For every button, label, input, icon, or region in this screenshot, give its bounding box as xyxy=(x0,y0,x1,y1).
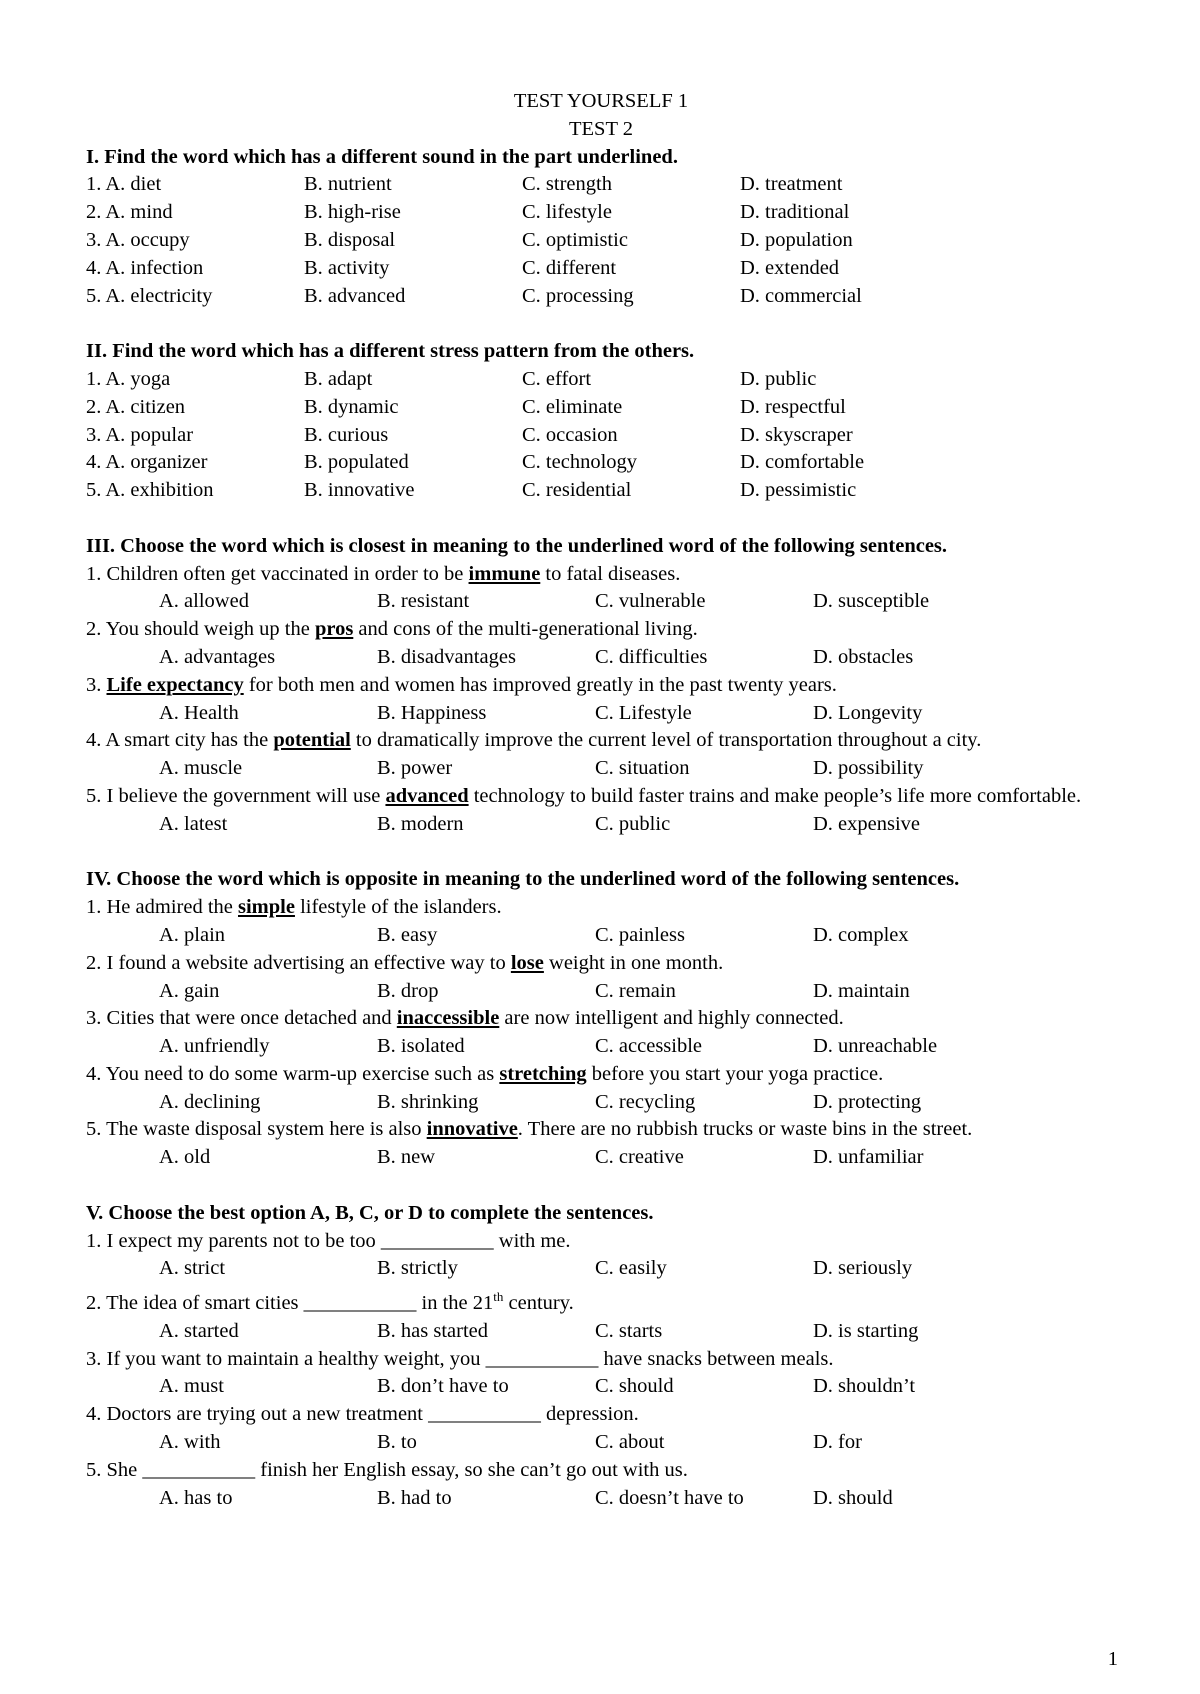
answer-option: C. starts xyxy=(595,1319,663,1342)
question-text xyxy=(86,616,1116,644)
answer-option: C. optimistic xyxy=(522,228,628,251)
answer-option: C. situation xyxy=(595,757,690,780)
answer-option: 1. A. diet xyxy=(86,173,162,196)
answer-option: C. processing xyxy=(522,284,634,307)
question-text xyxy=(86,894,1116,922)
question-prefix: 3. xyxy=(86,673,107,696)
answer-option: D. expensive xyxy=(813,812,921,835)
underlined-keyword: pros xyxy=(314,618,354,641)
question-prefix: 2. The idea of smart cities ___________ in the 21 xyxy=(86,1292,494,1315)
answer-option: A. gain xyxy=(159,979,220,1002)
answer-option: B. don’t have to xyxy=(377,1375,509,1398)
option-row xyxy=(86,644,1116,672)
answer-option: C. recycling xyxy=(595,1090,696,1113)
answer-option: D. comfortable xyxy=(740,451,865,474)
question-prefix: 1. Children often get vaccinated in order to be xyxy=(86,562,469,585)
option-row xyxy=(86,978,1116,1006)
option-row xyxy=(86,1318,1116,1346)
question-prefix: 4. A smart city has the xyxy=(86,729,274,752)
question-text xyxy=(86,1457,1116,1485)
answer-option: D. maintain xyxy=(813,979,910,1002)
answer-option: D. respectful xyxy=(740,395,846,418)
answer-option: D. seriously xyxy=(813,1257,913,1280)
underlined-keyword: simple xyxy=(238,896,295,919)
question-text xyxy=(86,1283,1116,1318)
question-text xyxy=(86,672,1116,700)
option-row xyxy=(86,1033,1116,1061)
question-suffix: and cons of the multi-generational living. xyxy=(353,618,698,641)
answer-option: D. unreachable xyxy=(813,1035,938,1058)
answer-option: C. occasion xyxy=(522,423,618,446)
answer-option: B. has started xyxy=(377,1319,489,1342)
option-row xyxy=(86,811,1116,839)
answer-row xyxy=(86,283,1116,311)
answer-option: D. extended xyxy=(740,256,840,279)
answer-option: A. Health xyxy=(159,701,239,724)
answer-option: 3. A. occupy xyxy=(86,228,190,251)
question-text xyxy=(86,1005,1116,1033)
question-text xyxy=(86,783,1116,811)
answer-option: D. complex xyxy=(813,923,909,946)
answer-option: A. has to xyxy=(159,1486,233,1509)
question-text xyxy=(86,561,1116,589)
answer-row xyxy=(86,171,1116,199)
underlined-keyword: inaccessible xyxy=(396,1007,500,1030)
answer-option: C. public xyxy=(595,812,671,835)
answer-option: D. pessimistic xyxy=(740,479,857,502)
answer-option: C. painless xyxy=(595,923,685,946)
answer-option: A. advantages xyxy=(159,645,276,668)
answer-option: A. allowed xyxy=(159,590,249,613)
answer-option: A. plain xyxy=(159,923,226,946)
option-row xyxy=(86,588,1116,616)
option-row xyxy=(86,1144,1116,1172)
answer-option: B. new xyxy=(377,1146,436,1169)
answer-option: 2. A. mind xyxy=(86,201,173,224)
answer-option: B. to xyxy=(377,1431,417,1454)
answer-option: C. doesn’t have to xyxy=(595,1486,744,1509)
option-row xyxy=(86,700,1116,728)
document-page xyxy=(86,88,1116,1512)
question-prefix: 3. If you want to maintain a healthy weight, you ___________ have snacks between meals. xyxy=(86,1347,834,1370)
answer-option: B. nutrient xyxy=(304,173,392,196)
question-suffix: technology to build faster trains and make people’s life more comfortable. xyxy=(468,784,1082,807)
page-title: TEST YOURSELF 1 xyxy=(513,90,689,112)
question-suffix: century. xyxy=(503,1292,574,1315)
answer-option: D. for xyxy=(813,1431,862,1454)
answer-row xyxy=(86,255,1116,283)
answer-option: 5. A. electricity xyxy=(86,284,213,307)
answer-option: B. disadvantages xyxy=(377,645,516,668)
section-title: IV. Choose the word which is opposite in meaning to the underlined word of the following sentences. xyxy=(86,868,960,891)
sections-container xyxy=(86,144,1116,1513)
section-title: III. Choose the word which is closest in meaning to the underlined word of the following sentences. xyxy=(86,534,948,557)
answer-option: C. accessible xyxy=(595,1035,703,1058)
answer-option: B. curious xyxy=(304,423,389,446)
question-text xyxy=(86,1346,1116,1374)
question-prefix: 2. I found a website advertising an effective way to xyxy=(86,951,511,974)
answer-option: B. power xyxy=(377,757,453,780)
option-row xyxy=(86,1373,1116,1401)
question-suffix: to fatal diseases. xyxy=(540,562,681,585)
option-row xyxy=(86,922,1116,950)
answer-option: B. isolated xyxy=(377,1035,465,1058)
underlined-keyword: immune xyxy=(468,562,541,585)
section-title: V. Choose the best option A, B, C, or D to complete the sentences. xyxy=(86,1201,654,1224)
answer-option: C. technology xyxy=(522,451,638,474)
answer-option: 4. A. organizer xyxy=(86,451,208,474)
answer-option: B. disposal xyxy=(304,228,396,251)
question-prefix: 4. You need to do some warm-up exercise such as xyxy=(86,1062,500,1085)
answer-option: A. with xyxy=(159,1431,221,1454)
section-title: II. Find the word which has a different stress pattern from the others. xyxy=(86,340,695,363)
answer-option: A. muscle xyxy=(159,757,243,780)
underlined-keyword: advanced xyxy=(385,784,469,807)
question-text xyxy=(86,727,1116,755)
answer-row xyxy=(86,227,1116,255)
answer-option: B. modern xyxy=(377,812,464,835)
question-suffix: before you start your yoga practice. xyxy=(586,1062,884,1085)
answer-option: 4. A. infection xyxy=(86,256,204,279)
underlined-keyword: potential xyxy=(273,729,351,752)
answer-option: C. easily xyxy=(595,1257,667,1280)
answer-option: B. high-rise xyxy=(304,201,401,224)
answer-option: D. traditional xyxy=(740,201,850,224)
answer-option: 5. A. exhibition xyxy=(86,479,214,502)
underlined-keyword: stretching xyxy=(499,1062,587,1085)
answer-option: 2. A. citizen xyxy=(86,395,186,418)
answer-option: A. unfriendly xyxy=(159,1035,270,1058)
question-prefix: 3. Cities that were once detached and xyxy=(86,1007,397,1030)
question-prefix: 1. I expect my parents not to be too ___________ with me. xyxy=(86,1229,571,1252)
answer-option: C. effort xyxy=(522,367,592,390)
answer-option: B. populated xyxy=(304,451,409,474)
question-prefix: 4. Doctors are trying out a new treatment ___________ depression. xyxy=(86,1403,639,1426)
answer-option: D. commercial xyxy=(740,284,862,307)
answer-option: A. strict xyxy=(159,1257,226,1280)
question-text xyxy=(86,1228,1116,1256)
answer-option: B. shrinking xyxy=(377,1090,479,1113)
answer-option: D. possibility xyxy=(813,757,924,780)
question-prefix: 5. She ___________ finish her English essay, so she can’t go out with us. xyxy=(86,1458,688,1481)
answer-option: C. Lifestyle xyxy=(595,701,692,724)
question-suffix: for both men and women has improved greatly in the past twenty years. xyxy=(243,673,837,696)
answer-option: D. is starting xyxy=(813,1319,919,1342)
answer-option: D. should xyxy=(813,1486,893,1509)
answer-option: B. resistant xyxy=(377,590,470,613)
answer-option: B. innovative xyxy=(304,479,415,502)
option-row xyxy=(86,1485,1116,1513)
answer-option: A. must xyxy=(159,1375,224,1398)
answer-row xyxy=(86,477,1116,505)
question-text xyxy=(86,1116,1116,1144)
answer-option: D. Longevity xyxy=(813,701,923,724)
answer-row xyxy=(86,199,1116,227)
answer-option: A. old xyxy=(159,1146,211,1169)
answer-option: D. susceptible xyxy=(813,590,930,613)
answer-option: B. advanced xyxy=(304,284,406,307)
question-suffix: . There are no rubbish trucks or waste bins in the street. xyxy=(517,1118,973,1141)
question-text xyxy=(86,950,1116,978)
answer-option: B. adapt xyxy=(304,367,373,390)
answer-row xyxy=(86,449,1116,477)
option-row xyxy=(86,1089,1116,1117)
answer-option: C. creative xyxy=(595,1146,684,1169)
underlined-keyword: innovative xyxy=(426,1118,518,1141)
answer-option: D. obstacles xyxy=(813,645,914,668)
answer-option: C. lifestyle xyxy=(522,201,612,224)
answer-option: D. unfamiliar xyxy=(813,1146,924,1169)
question-prefix: 5. The waste disposal system here is also xyxy=(86,1118,427,1141)
answer-option: C. residential xyxy=(522,479,632,502)
answer-option: B. drop xyxy=(377,979,439,1002)
option-row xyxy=(86,755,1116,783)
question-suffix: weight in one month. xyxy=(543,951,724,974)
answer-option: D. population xyxy=(740,228,853,251)
answer-option: D. treatment xyxy=(740,173,843,196)
answer-option: D. protecting xyxy=(813,1090,922,1113)
answer-option: C. different xyxy=(522,256,617,279)
answer-option: C. remain xyxy=(595,979,676,1002)
answer-option: D. public xyxy=(740,367,817,390)
answer-option: C. difficulties xyxy=(595,645,708,668)
underlined-keyword: Life expectancy xyxy=(106,673,244,696)
underlined-keyword: lose xyxy=(510,951,544,974)
answer-option: 3. A. popular xyxy=(86,423,194,446)
question-text xyxy=(86,1401,1116,1429)
answer-option: C. about xyxy=(595,1431,665,1454)
answer-row xyxy=(86,422,1116,450)
answer-option: B. activity xyxy=(304,256,390,279)
answer-option: B. had to xyxy=(377,1486,452,1509)
question-prefix: 2. You should weigh up the xyxy=(86,618,315,641)
answer-option: B. Happiness xyxy=(377,701,487,724)
superscript: th xyxy=(493,1289,504,1305)
answer-option: C. eliminate xyxy=(522,395,623,418)
question-prefix: 5. I believe the government will use xyxy=(86,784,386,807)
answer-row xyxy=(86,366,1116,394)
answer-option: B. easy xyxy=(377,923,438,946)
question-suffix: lifestyle of the islanders. xyxy=(294,896,502,919)
question-text xyxy=(86,1061,1116,1089)
answer-option: A. started xyxy=(159,1319,239,1342)
answer-option: D. skyscraper xyxy=(740,423,853,446)
answer-option: C. should xyxy=(595,1375,674,1398)
option-row xyxy=(86,1255,1116,1283)
answer-option: 1. A. yoga xyxy=(86,367,171,390)
answer-option: B. strictly xyxy=(377,1257,458,1280)
answer-option: D. shouldn’t xyxy=(813,1375,916,1398)
page-number: 1 xyxy=(1107,1648,1118,1670)
answer-option: A. latest xyxy=(159,812,228,835)
answer-option: B. dynamic xyxy=(304,395,399,418)
option-row xyxy=(86,1429,1116,1457)
answer-option: A. declining xyxy=(159,1090,261,1113)
page-subtitle: TEST 2 xyxy=(569,117,633,140)
answer-option: C. vulnerable xyxy=(595,590,706,613)
question-prefix: 1. He admired the xyxy=(86,896,238,919)
section-title: I. Find the word which has a different sound in the part underlined. xyxy=(86,145,678,168)
question-suffix: are now intelligent and highly connected. xyxy=(499,1007,844,1030)
answer-row xyxy=(86,394,1116,422)
answer-option: C. strength xyxy=(522,173,612,196)
question-suffix: to dramatically improve the current level of transportation throughout a city. xyxy=(350,729,982,752)
